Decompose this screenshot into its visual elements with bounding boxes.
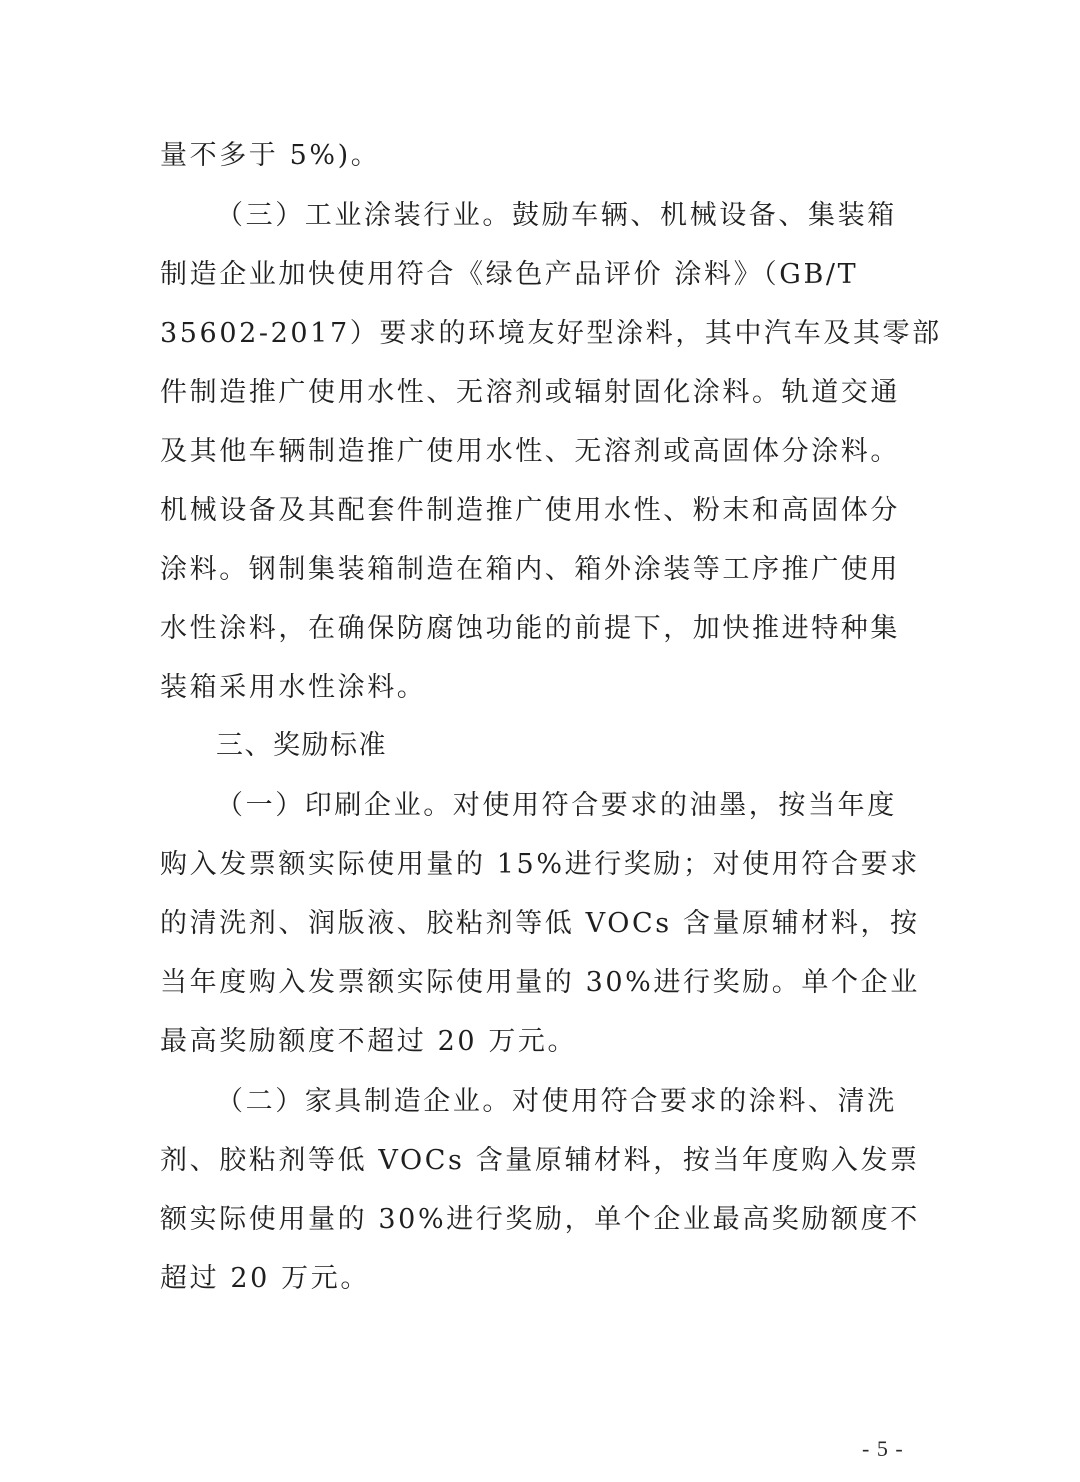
paragraph-industrial-line: （三）工业涂装行业。鼓励车辆、机械设备、集装箱 [216, 200, 897, 231]
section-heading-reward: 三、奖励标准 [216, 730, 387, 761]
paragraph-printing-line: （一）印刷企业。对使用符合要求的油墨，按当年度 [216, 790, 897, 821]
paragraph-continuation-line: 量不多于 5%)。 [160, 140, 381, 171]
paragraph-industrial-line: 及其他车辆制造推广使用水性、无溶剂或高固体分涂料。 [160, 436, 900, 467]
paragraph-industrial-line: 制造企业加快使用符合《绿色产品评价 涂料》（GB/T [160, 259, 859, 290]
paragraph-industrial-line: 水性涂料，在确保防腐蚀功能的前提下，加快推进特种集 [160, 613, 900, 644]
paragraph-furniture-line: （二）家具制造企业。对使用符合要求的涂料、清洗 [216, 1086, 897, 1117]
page-number: - 5 - [862, 1436, 904, 1461]
paragraph-industrial-line: 35602-2017）要求的环境友好型涂料，其中汽车及其零部 [160, 318, 942, 349]
paragraph-printing-line: 最高奖励额度不超过 20 万元。 [160, 1026, 578, 1057]
paragraph-furniture-line: 超过 20 万元。 [160, 1263, 370, 1294]
paragraph-furniture-line: 额实际使用量的 30%进行奖励，单个企业最高奖励额度不 [160, 1204, 920, 1235]
paragraph-industrial-line: 件制造推广使用水性、无溶剂或辐射固化涂料。轨道交通 [160, 377, 900, 408]
paragraph-printing-line: 当年度购入发票额实际使用量的 30%进行奖励。单个企业 [160, 967, 920, 998]
paragraph-printing-line: 购入发票额实际使用量的 15%进行奖励；对使用符合要求 [160, 849, 920, 880]
paragraph-industrial-line: 装箱采用水性涂料。 [160, 672, 427, 703]
paragraph-furniture-line: 剂、胶粘剂等低 VOCs 含量原辅材料，按当年度购入发票 [160, 1145, 920, 1176]
paragraph-printing-line: 的清洗剂、润版液、胶粘剂等低 VOCs 含量原辅材料，按 [160, 908, 920, 939]
paragraph-industrial-line: 机械设备及其配套件制造推广使用水性、粉末和高固体分 [160, 495, 900, 526]
paragraph-industrial-line: 涂料。钢制集装箱制造在箱内、箱外涂装等工序推广使用 [160, 554, 900, 585]
